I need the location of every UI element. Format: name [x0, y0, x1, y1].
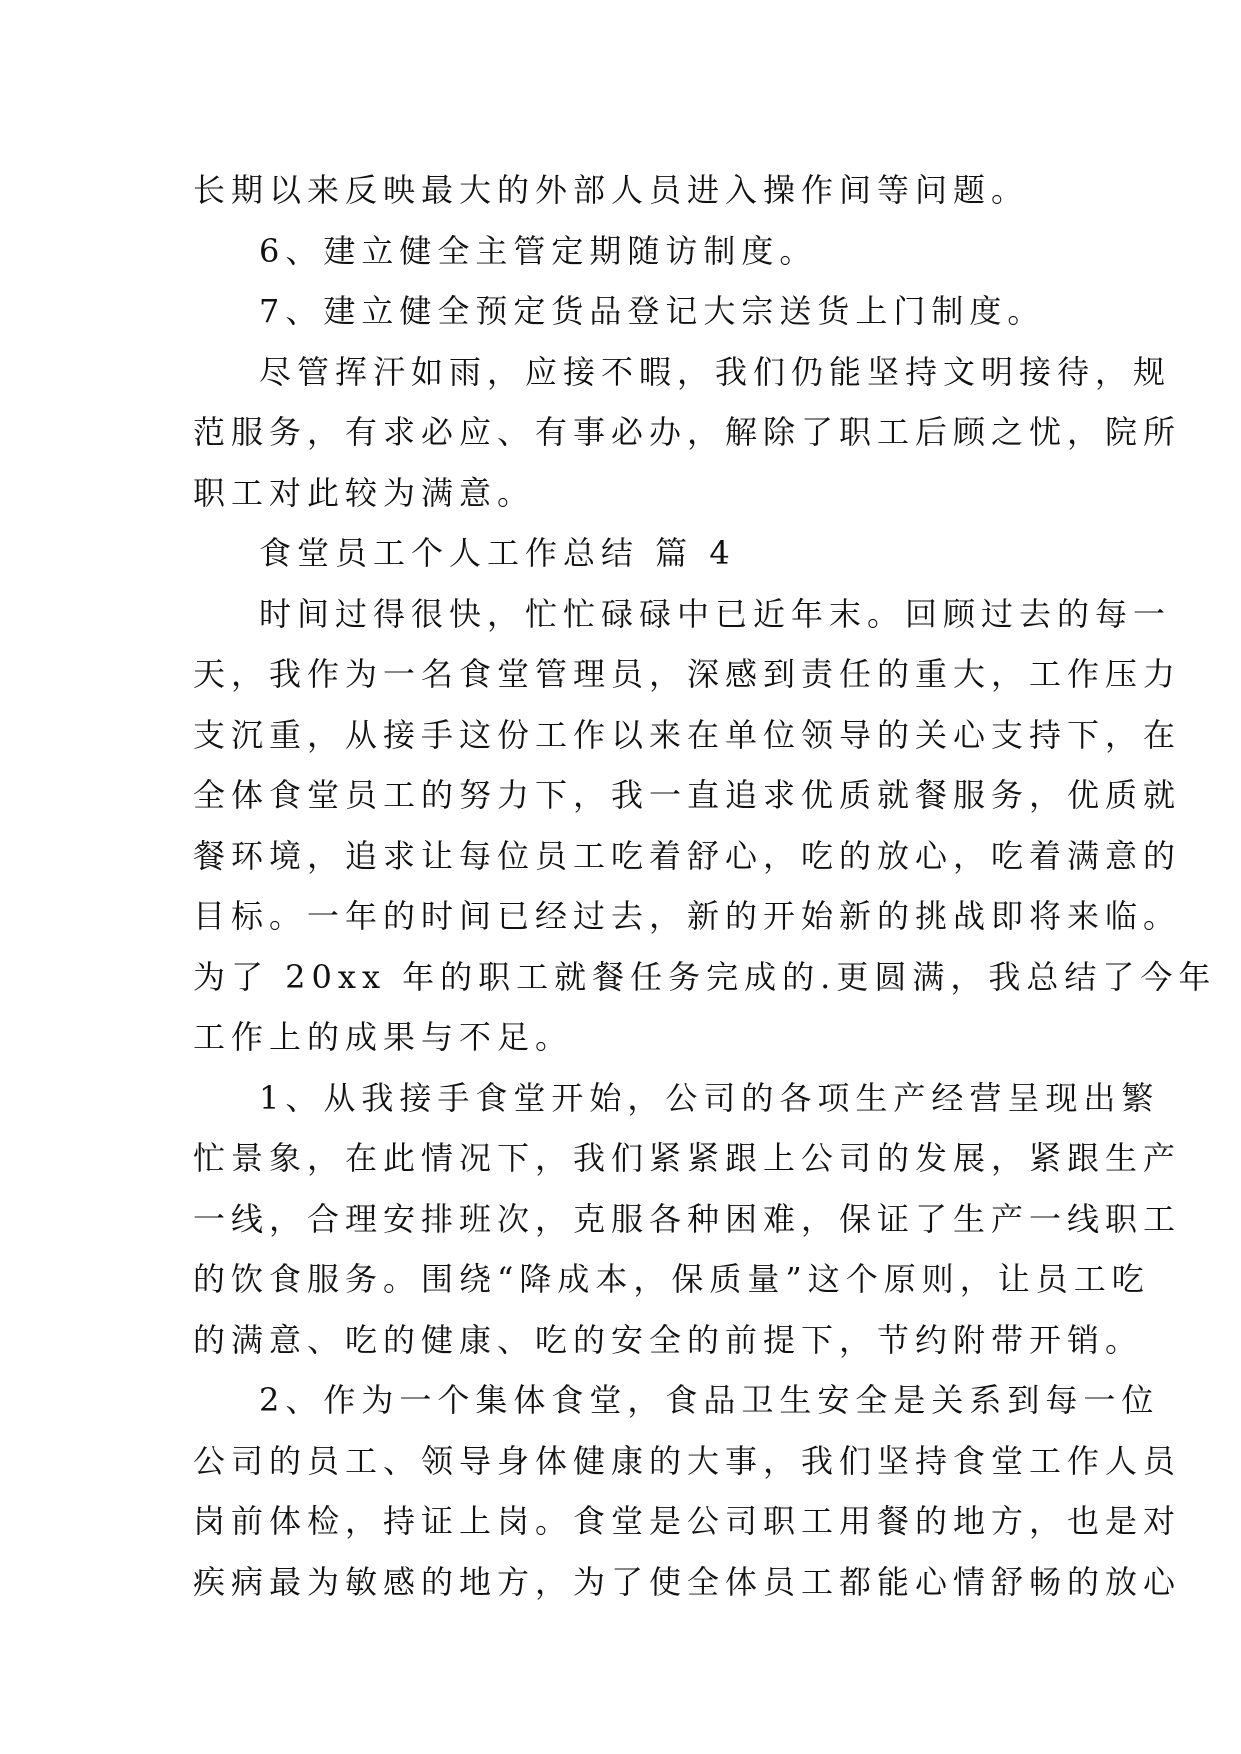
document-body	[193, 160, 1217, 1612]
section-heading	[193, 523, 1073, 584]
text-line: 7、建立健全预定货品登记大宗送货上门制度。	[259, 292, 1046, 330]
text-line: 尽管挥汗如雨，应接不暇，我们仍能坚持文明接待，规	[259, 352, 1172, 391]
paragraph-continuation	[193, 160, 1073, 221]
text-line: 支沉重，从接手这份工作以来在单位领导的关心支持下，在	[193, 715, 1182, 754]
text-line: 全体食堂员工的努力下，我一直追求优质就餐服务，优质就	[193, 776, 1182, 814]
text-line: 工作上的成果与不足。	[193, 1018, 574, 1056]
paragraph-intro	[193, 584, 1217, 1068]
text-line: 职工对此较为满意。	[193, 473, 536, 512]
text-line: 的饮食服务。围绕“降成本，保质量”这个原则，让员工吃	[193, 1260, 1150, 1298]
text-line: 一线，合理安排班次，克服各种困难，保证了生产一线职工	[193, 1199, 1182, 1238]
text-line: 6、建立健全主管定期随访制度。	[259, 231, 818, 270]
text-line: 疾病最为敏感的地方，为了使全体员工都能心情舒畅的放心	[193, 1562, 1182, 1601]
paragraph-item-2	[193, 1370, 1182, 1612]
text-line: 的满意、吃的健康、吃的安全的前提下，节约附带开销。	[193, 1320, 1144, 1359]
text-line: 天，我作为一名食堂管理员，深感到责任的重大，工作压力	[193, 655, 1182, 693]
text-line: 岗前体检，持证上岗。食堂是公司职工用餐的地方，也是对	[193, 1502, 1182, 1540]
heading-text: 食堂员工个人工作总结 篇 4	[259, 534, 736, 572]
text-line: 范服务，有求必应、有事必办，解除了职工后顾之忧，院所	[193, 413, 1182, 451]
text-line: 长期以来反映最大的外部人员进入操作间等问题。	[193, 171, 1030, 209]
text-line: 目标。一年的时间已经过去，新的开始新的挑战即将来临。	[193, 897, 1182, 935]
text-line: 2、作为一个集体食堂，食品卫生安全是关系到每一位	[259, 1381, 1160, 1419]
paragraph-service-summary	[193, 342, 1182, 524]
paragraph-item-7	[193, 281, 1073, 342]
text-line: 餐环境，追求让每位员工吃着舒心，吃的放心，吃着满意的	[193, 836, 1182, 875]
text-line: 公司的员工、领导身体健康的大事，我们坚持食堂工作人员	[193, 1441, 1182, 1480]
text-line: 为了 20xx 年的职工就餐任务完成的.更圆满，我总结了今年	[193, 957, 1217, 996]
text-line: 时间过得很快，忙忙碌碌中已近年末。回顾过去的每一	[259, 594, 1172, 633]
paragraph-item-6	[193, 221, 1073, 282]
paragraph-item-1	[193, 1068, 1182, 1371]
text-line: 忙景象，在此情况下，我们紧紧跟上公司的发展，紧跟生产	[193, 1139, 1182, 1177]
text-line: 1、从我接手食堂开始，公司的各项生产经营呈现出繁	[259, 1078, 1160, 1117]
